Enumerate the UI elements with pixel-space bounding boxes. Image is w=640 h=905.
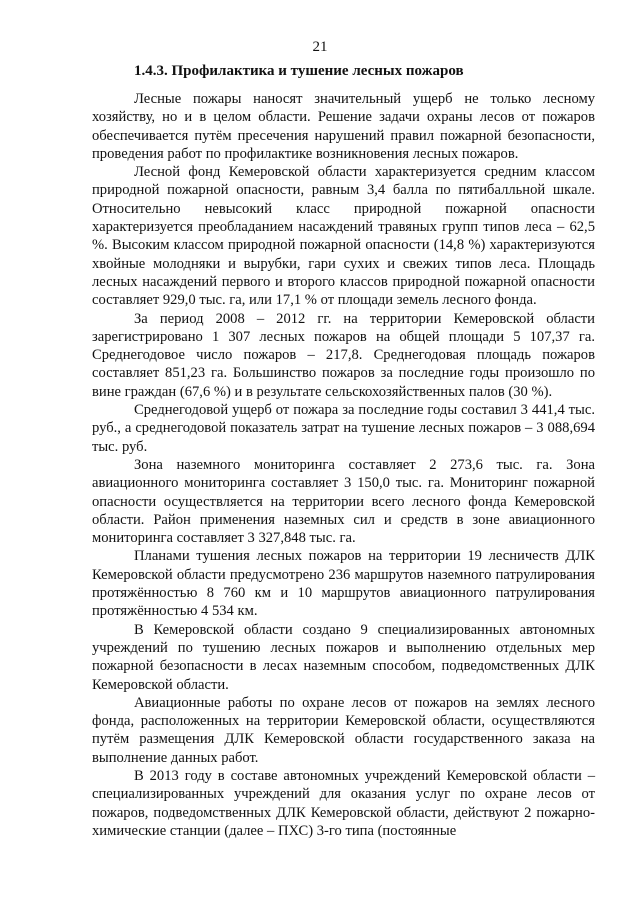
paragraph-fire-damage-costs: Среднегодовой ущерб от пожара за последние годы составил 3 441,4 тыс. руб., а среднегодовой показатель затрат на тушение лесных пожаров – 3 088,694 тыс. руб. [92, 402, 595, 455]
page-number: 21 [312, 39, 328, 55]
section-title: 1.4.3. Профилактика и тушение лесных пожаров [134, 63, 464, 79]
paragraph-fire-stations: В 2013 году в составе автономных учреждений Кемеровской области – специализированных учреждений для оказания услуг по охране лесов от пожаров, подведомственных ДЛК Кемеровской области, действуют 2 пожарно-химические станции (далее – ПХС) 3-го типа (постоянные [92, 767, 595, 839]
paragraph-autonomous-institutions: В Кемеровской области создано 9 специализированных автономных учреждений по тушению лесных пожаров и выполнению отдельных мер пожарной безопасности в лесах наземным способом, подведомственных ДЛК Кемеровской области. [92, 621, 595, 693]
paragraph-aviation-works: Авиационные работы по охране лесов от пожаров на землях лесного фонда, расположенных на территории Кемеровской области, осуществляются путём размещения ДЛК Кемеровской области государственного заказа на выполнение данных работ. [92, 694, 595, 766]
paragraph-monitoring-zones: Зона наземного мониторинга составляет 2 273,6 тыс. га. Зона авиационного мониторинга составляет 3 150,0 тыс. га. Мониторинг пожарной опасности осуществляется на территории всего лесного фонда Кемеровской области. Район применения наземных сил и средств в зоне авиационного мониторинга составляет 3 327,848 тыс. га. [92, 456, 595, 547]
body-text [92, 90, 595, 840]
paragraph-fire-danger-class: Лесной фонд Кемеровской области характеризуется средним классом природной пожарной опасности, равным 3,4 балла по пятибалльной шкале. Относительно невысокий класс природной пожарной опасности характеризуется преобладанием насаждений травяных групп типов леса – 62,5 %. Высоким классом природной пожарной опасности (14,8 %) характеризуются хвойные молодняки и вырубки, гари сухих и свежих типов леса. Площадь лесных насаждений первого и второго классов природной пожарной опасности составляет 929,0 тыс. га, или 17,1 % от площади земель лесного фонда. [92, 164, 595, 309]
paragraph-forest-fire-damage: Лесные пожары наносят значительный ущерб не только лесному хозяйству, но и в целом области. Решение задачи охраны лесов от пожаров обеспечивается путём пресечения нарушений правил пожарной безопасности, проведения работ по профилактике возникновения лесных пожаров. [92, 91, 595, 162]
paragraph-fire-statistics: За период 2008 – 2012 гг. на территории Кемеровской области зарегистрировано 1 307 лесных пожаров на общей площади 5 107,37 га. Среднегодовое число пожаров – 217,8. Среднегодовая площадь пожаров составляет 851,23 га. Большинство пожаров за последние годы произошло по вине граждан (67,6 %) и в результате сельскохозяйственных палов (30 %). [92, 310, 595, 400]
paragraph-patrol-routes: Планами тушения лесных пожаров на территории 19 лесничеств ДЛК Кемеровской области предусмотрено 236 маршрутов наземного патрулирования протяжённостью 8 760 км и 10 маршрутов авиационного патрулирования протяжённостью 4 534 км. [92, 548, 595, 620]
